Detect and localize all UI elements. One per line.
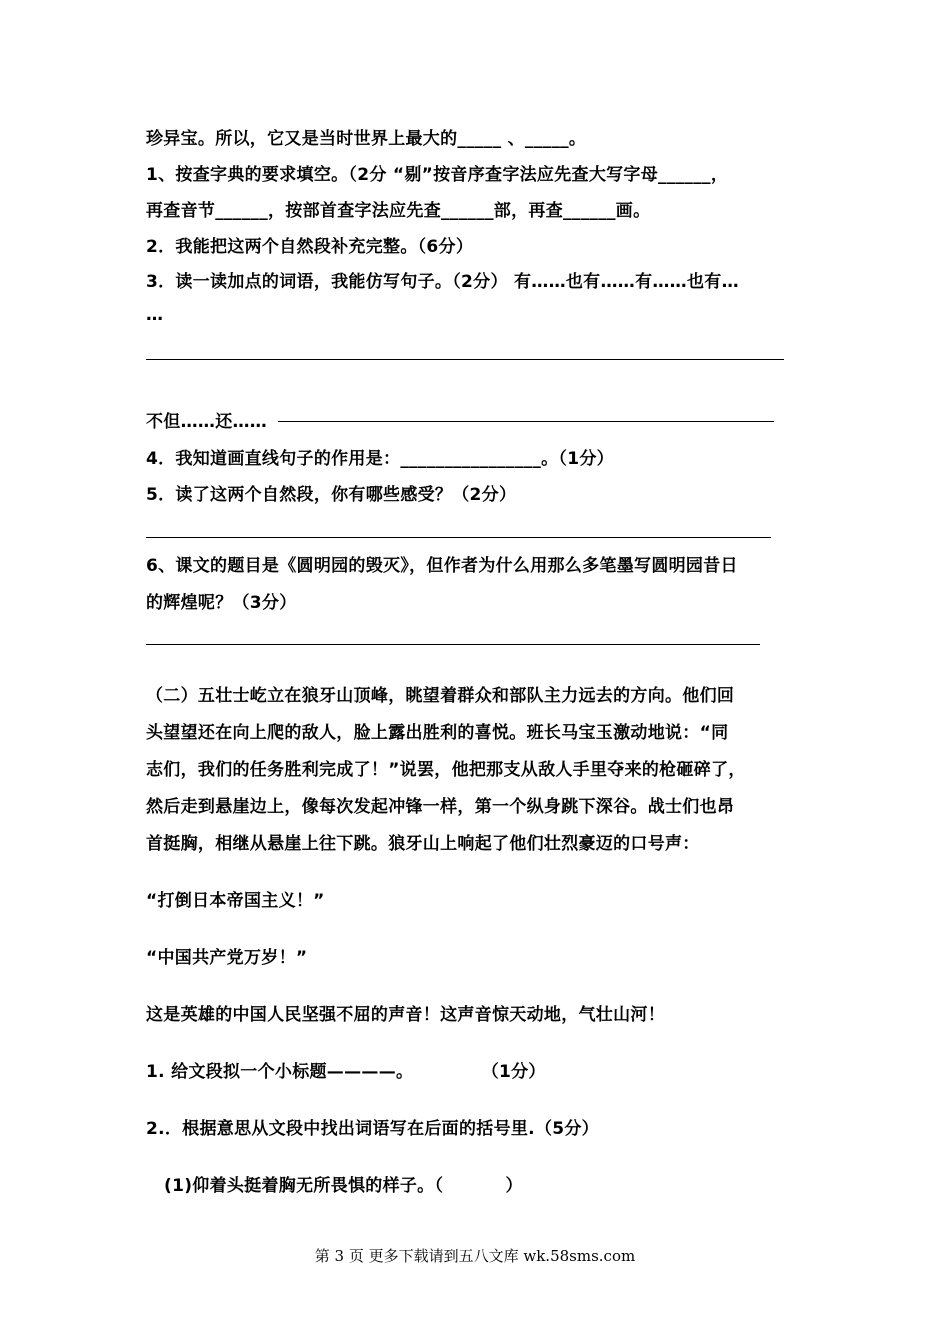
question-4-line: 4．我知道画直线句子的作用是：________________。（1分）	[146, 449, 614, 469]
page-footer: 第 3 页 更多下载请到五八文库 wk.58sms.com	[314, 1247, 636, 1265]
slogan-line-2: “中国共产党万岁！”	[146, 948, 308, 968]
question-6-line-1: 6、课文的题目是《圆明园的毁灭》，但作者为什么用那么多笔墨写圆明园昔日	[146, 556, 738, 576]
passage-line-3: 志们，我们的任务胜利完成了！”说罢，他把那支从敌人手里夺来的枪砸碎了，	[146, 760, 746, 780]
answer-line-3	[146, 537, 771, 538]
answer-line-2	[278, 421, 774, 422]
passage-question-1: 1. 给文段拟一个小标题————。 （1分）	[146, 1062, 546, 1082]
slogan-line-1: “打倒日本帝国主义！”	[146, 891, 325, 911]
answer-line-4	[146, 644, 760, 645]
passage-line-5: 首挺胸，相继从悬崖上往下跳。狼牙山上响起了他们壮烈豪迈的口号声：	[146, 834, 700, 854]
passage-question-2-item-1: (1)仰着头挺着胸无所畏惧的样子。（ ）	[164, 1176, 523, 1196]
question-6-line-2: 的辉煌呢？（3分）	[146, 593, 297, 613]
question-3-line-3: 不但……还……	[146, 412, 268, 432]
question-3-line-1: 3．读一读加点的词语，我能仿写句子。（2分） 有……也有……有……也有…	[146, 272, 739, 292]
question-5-line: 5．读了这两个自然段，你有哪些感受？（2分）	[146, 485, 517, 505]
text-line-1: 珍异宝。所以，它又是当时世界上最大的_____ 、_____。	[146, 129, 587, 149]
question-1-line-1: 1、按查字典的要求填空。（2分 “剔”按音序查字法应先查大写字母______，	[146, 165, 729, 185]
passage-line-2: 头望望还在向上爬的敌人，脸上露出胜利的喜悦。班长马宝玉激动地说：“同	[146, 723, 729, 743]
answer-line-1	[146, 359, 784, 360]
passage-line-4: 然后走到悬崖边上，像每次发起冲锋一样，第一个纵身跳下深谷。战士们也昂	[146, 797, 735, 817]
question-3-line-2: …	[146, 305, 164, 325]
passage-question-2: 2.．根据意思从文段中找出词语写在后面的括号里.（5分）	[146, 1119, 599, 1139]
question-2-line: 2．我能把这两个自然段补充完整。（6分）	[146, 237, 474, 257]
passage-line-1: （二）五壮士屹立在狼牙山顶峰，眺望着群众和部队主力远去的方向。他们回	[146, 686, 735, 706]
passage-line-6: 这是英雄的中国人民坚强不屈的声音！这声音惊天动地，气壮山河！	[146, 1005, 665, 1025]
question-1-line-2: 再查音节______，按部首查字法应先查______部，再查______画。	[146, 201, 651, 221]
